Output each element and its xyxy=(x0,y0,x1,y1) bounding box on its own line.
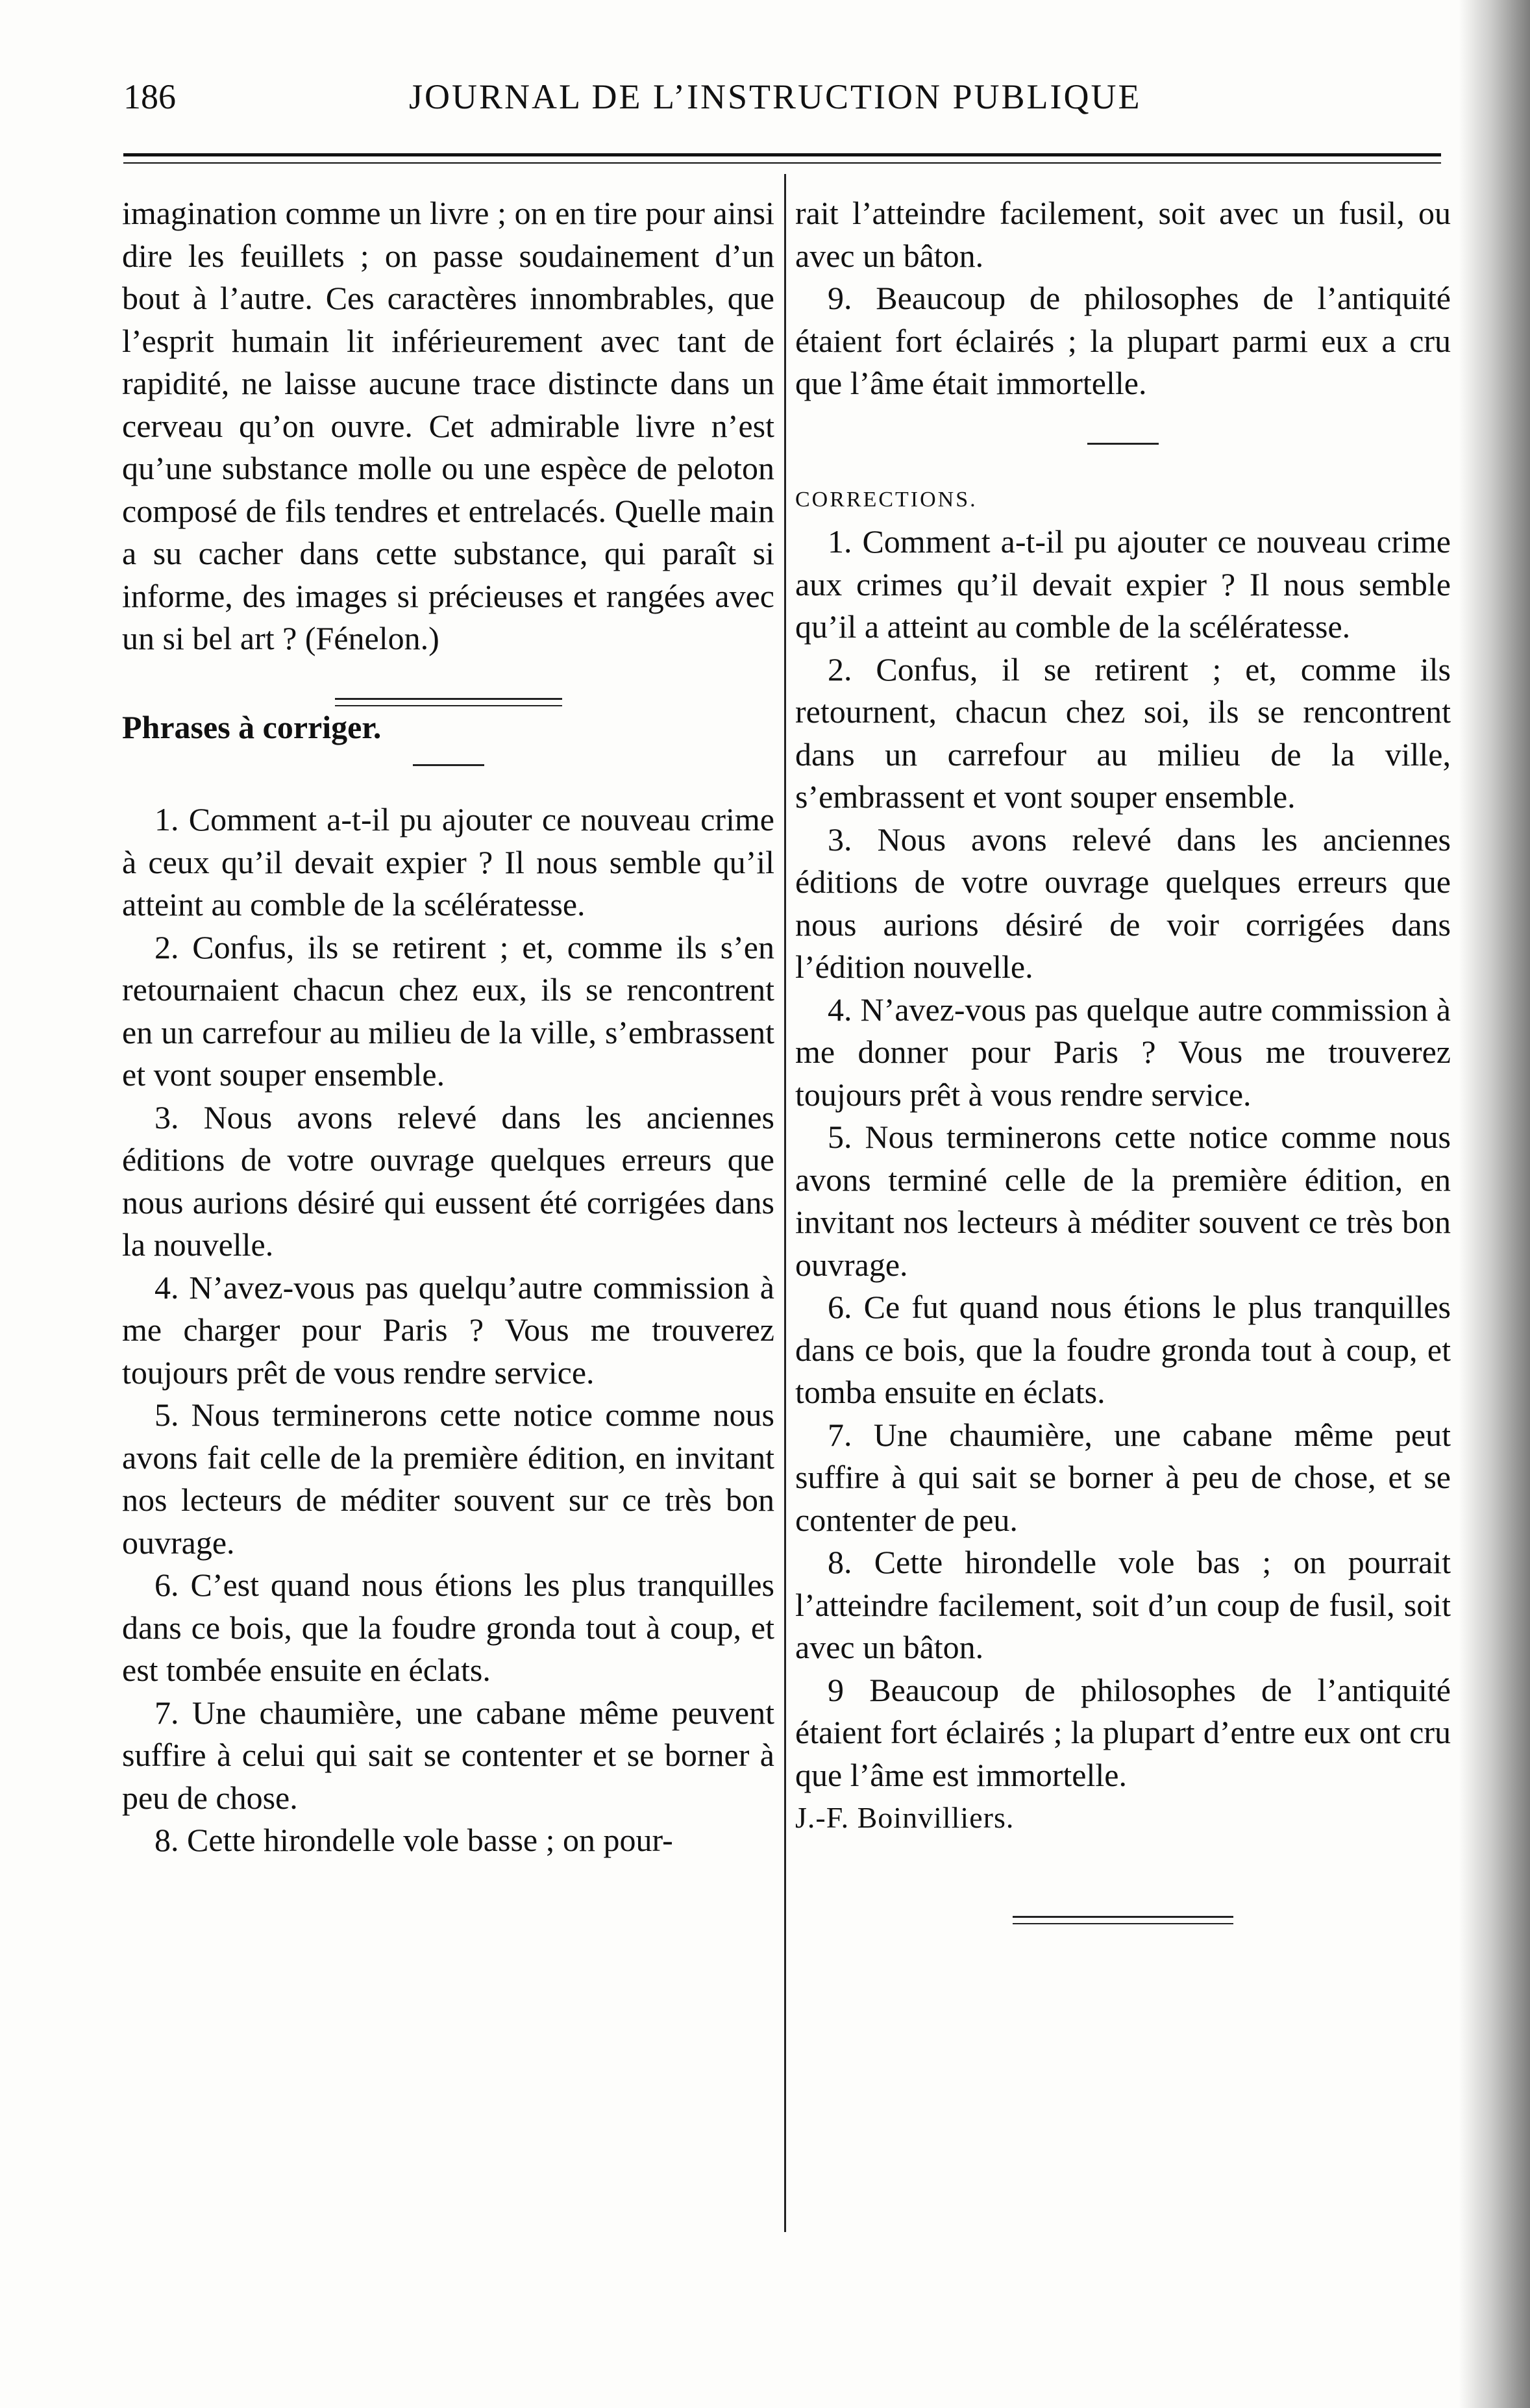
corrections-heading: CORRECTIONS. xyxy=(795,487,978,512)
header-rule-thick xyxy=(123,153,1441,156)
correction-item-5: 5. Nous terminerons cette notice comme nous avons terminé celle de la première édition, en invitant nos lecteurs à méditer souvent ce très bon ouvrage. xyxy=(795,1119,1451,1283)
scan-shadow-edge xyxy=(1459,0,1530,2408)
exercise-item-6: 6. C’est quand nous étions les plus tranquilles dans ce bois, que la foudre gronda tout à coup, et est tombée ensuite en éclats. xyxy=(122,1567,774,1688)
column-divider xyxy=(784,174,786,2232)
section-heading: Phrases à corriger. xyxy=(122,708,382,745)
heading-rule xyxy=(413,764,484,766)
correction-item-3: 3. Nous avons relevé dans les anciennes éditions de votre ouvrage quelques erreurs que nous aurions désiré de voir corrigées dans l’édition nouvelle. xyxy=(795,821,1451,985)
exercise-item-2: 2. Confus, ils se retirent ; et, comme ils s’en retournaient chacun chez eux, ils se rencontrent en un carrefour au milieu de la ville, s’embrassent et vont souper ensemble. xyxy=(122,928,774,1093)
exercise-item-5: 5. Nous terminerons cette notice comme nous avons fait celle de la première édition, en invitant nos lecteurs de méditer souvent sur ce très bon ouvrage. xyxy=(122,1396,774,1561)
left-column xyxy=(122,192,774,1862)
correction-item-8: 8. Cette hirondelle vole bas ; on pourrait l’atteindre facilement, soit d’un coup de fusil, soit avec un bâton. xyxy=(795,1544,1451,1665)
correction-item-1: 1. Comment a-t-il pu ajouter ce nouveau crime aux crimes qu’il devait expier ? Il nous semble qu’il a atteint au comble de la scélératesse. xyxy=(795,523,1451,645)
exercise-item-7: 7. Une chaumière, une cabane même peuvent suffire à celui qui sait se contenter et se borner à peu de chose. xyxy=(122,1694,774,1816)
author-signature: J.-F. Boinvilliers. xyxy=(795,1801,1015,1834)
header-rule-thin xyxy=(123,162,1441,164)
page-header xyxy=(123,77,1441,129)
section-separator xyxy=(335,698,562,706)
correction-item-2: 2. Confus, il se retirent ; et, comme ils retournent, chacun chez soi, ils se rencontrent dans un carrefour au milieu de la ville, s’embrassent et vont souper ensemble. xyxy=(795,651,1451,815)
exercise-item-1: 1. Comment a-t-il pu ajouter ce nouveau crime à ceux qu’il devait expier ? Il nous semble qu’il atteint au comble de la scélératesse. xyxy=(122,801,774,923)
exercise-item-4: 4. N’avez-vous pas quelqu’autre commission à me charger pour Paris ? Vous me trouverez toujours prêt de vous rendre service. xyxy=(122,1269,774,1391)
right-column xyxy=(795,192,1451,1924)
exercise-item-3: 3. Nous avons relevé dans les anciennes éditions de votre ouvrage quelques erreurs que nous aurions désiré qui eussent été corrigées dans la nouvelle. xyxy=(122,1098,774,1263)
exercise-item-8-continuation: rait l’atteindre facilement, soit avec un fusil, ou avec un bâton. xyxy=(795,195,1451,274)
page-number: 186 xyxy=(123,77,176,116)
correction-item-7: 7. Une chaumière, une cabane même peut suffire à qui sait se borner à peu de chose, et se contenter de peu. xyxy=(795,1416,1451,1538)
correction-item-9: 9 Beaucoup de philosophes de l’antiquité étaient fort éclairés ; la plupart d’entre eux ont cru que l’âme est immortelle. xyxy=(795,1671,1451,1793)
correction-item-6: 6. Ce fut quand nous étions le plus tranquilles dans ce bois, que la foudre gronda tout à coup, et tomba ensuite en éclats. xyxy=(795,1289,1451,1410)
exercise-item-8: 8. Cette hirondelle vole basse ; on pour- xyxy=(154,1822,673,1858)
intro-paragraph: imagination comme un livre ; on en tire pour ainsi dire les feuillets ; on passe soudainement d’un bout à l’autre. Ces caractères innombrables, que l’esprit humain lit inférieurement avec tant de rapidité, ne laisse aucune trace distincte dans un cerveau qu’on ouvre. Cet admirable livre n’est qu’une substance molle ou une espèce de peloton composé de fils tendres et entrelacés. Quelle main a su cacher dans cette substance, qui paraît si informe, des images si précieuses et rangées avec un si bel art ? (Fénelon.) xyxy=(122,195,774,656)
correction-item-4: 4. N’avez-vous pas quelque autre commission à me donner pour Paris ? Vous me trouverez toujours prêt à vous rendre service. xyxy=(795,991,1451,1113)
exercise-item-9: 9. Beaucoup de philosophes de l’antiquité étaient fort éclairés ; la plupart parmi eux a cru que l’âme était immortelle. xyxy=(795,280,1451,401)
running-title: JOURNAL DE L’INSTRUCTION PUBLIQUE xyxy=(409,77,1142,116)
end-separator xyxy=(1013,1916,1233,1924)
corrections-separator xyxy=(1087,443,1159,445)
